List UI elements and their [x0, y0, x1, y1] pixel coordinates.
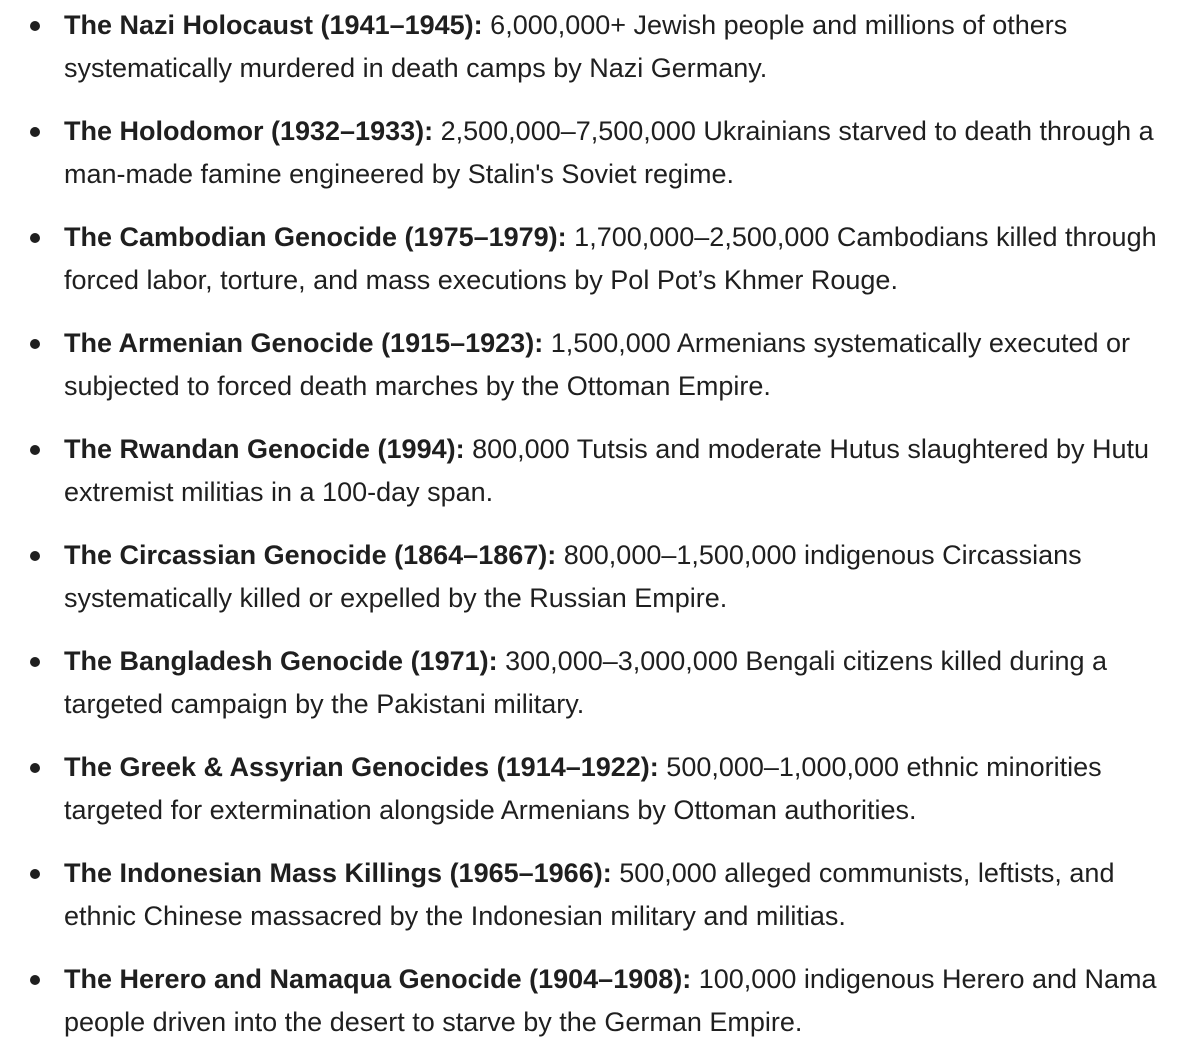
bullet-icon	[30, 445, 40, 455]
item-title: The Cambodian Genocide (1975–1979):	[64, 222, 575, 252]
item-text: 800,000 Tutsis and moderate Hutus slaughtered by Hutu extremist militias in a 100-day span.	[64, 434, 1150, 507]
item-title: The Herero and Namaqua Genocide (1904–1908):	[64, 964, 699, 994]
list-item	[0, 428, 1200, 514]
list-item	[0, 746, 1200, 832]
list-item	[0, 110, 1200, 196]
item-title: The Nazi Holocaust (1941–1945):	[64, 10, 491, 40]
item-text: 2,500,000–7,500,000 Ukrainians starved to death through a man-made famine engineered by Stalin's Soviet regime.	[64, 116, 1154, 189]
bullet-icon	[30, 551, 40, 561]
item-title: The Holodomor (1932–1933):	[64, 116, 441, 146]
item-title: The Circassian Genocide (1864–1867):	[64, 540, 564, 570]
bullet-icon	[30, 21, 40, 31]
list-item	[0, 4, 1200, 90]
bullet-icon	[30, 127, 40, 137]
bullet-icon	[30, 233, 40, 243]
item-text: 6,000,000+ Jewish people and millions of others systematically murdered in death camps by Nazi Germany.	[64, 10, 1068, 83]
bullet-icon	[30, 339, 40, 349]
item-title: The Armenian Genocide (1915–1923):	[64, 328, 551, 358]
item-text: 800,000–1,500,000 indigenous Circassians systematically killed or expelled by the Russian Empire.	[64, 540, 1082, 613]
list-item	[0, 322, 1200, 408]
bullet-icon	[30, 763, 40, 773]
item-text: 300,000–3,000,000 Bengali citizens killed during a targeted campaign by the Pakistani military.	[64, 646, 1108, 719]
list-item	[0, 640, 1200, 726]
list-item	[0, 216, 1200, 302]
bullet-icon	[30, 975, 40, 985]
list-item	[0, 958, 1200, 1044]
item-title: The Bangladesh Genocide (1971):	[64, 646, 506, 676]
item-text: 500,000–1,000,000 ethnic minorities targeted for extermination alongside Armenians by Ottoman authorities.	[64, 752, 1102, 825]
item-text: 1,700,000–2,500,000 Cambodians killed through forced labor, torture, and mass executions by Pol Pot’s Khmer Rouge.	[64, 222, 1157, 295]
item-text: 500,000 alleged communists, leftists, and ethnic Chinese massacred by the Indonesian military and militias.	[64, 858, 1115, 931]
bullet-icon	[30, 869, 40, 879]
item-text: 1,500,000 Armenians systematically executed or subjected to forced death marches by the Ottoman Empire.	[64, 328, 1131, 401]
item-text: 100,000 indigenous Herero and Nama people driven into the desert to starve by the German Empire.	[64, 964, 1157, 1037]
item-title: The Rwandan Genocide (1994):	[64, 434, 473, 464]
list-item	[0, 534, 1200, 620]
item-title: The Greek & Assyrian Genocides (1914–1922):	[64, 752, 667, 782]
item-title: The Indonesian Mass Killings (1965–1966):	[64, 858, 620, 888]
bullet-icon	[30, 657, 40, 667]
list-item	[0, 852, 1200, 938]
